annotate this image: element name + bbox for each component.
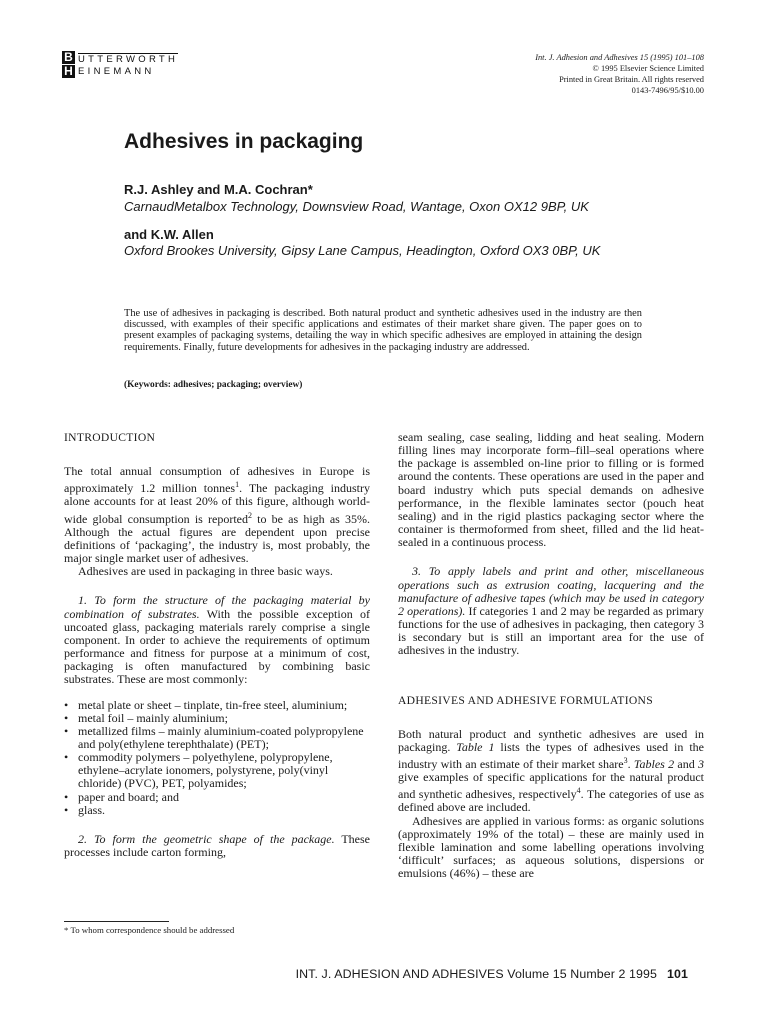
article-title: Adhesives in packaging xyxy=(124,130,364,153)
citation-ref: 2 xyxy=(247,510,252,520)
text-run: These processes include carton forming, xyxy=(64,831,370,860)
logo-initial-h: H xyxy=(62,65,75,78)
journal-reference xyxy=(444,52,704,96)
footnote: * To whom correspondence should be addressed xyxy=(64,925,235,935)
logo-word-1: UTTERWORTH xyxy=(78,54,179,65)
intro-paragraph-2: Adhesives are used in packaging in three basic ways. xyxy=(78,564,333,579)
column-left xyxy=(64,431,370,859)
list-item: • commodity polymers – polyethylene, polypropylene, ethylene–acrylate ionomers, polystyrene, poly(vinyl chloride) (PVC), PET, polyamides; xyxy=(64,751,370,790)
table-ref: Table 1 xyxy=(456,739,495,754)
right-paragraph-1: seam sealing, case sealing, lidding and heat sealing. Modern filling lines may incorporate form–fill–seal operations where the package is assembled on-line prior to filling or is formed around the contents. These operations are used in the paper and board industry which puts special demands on adhesive performance, in the flexible laminates sector (pouch heat sealing) and in the rigid plastics packaging sector where the container is thermoformed from sheet, filled and the lid heat-sealed in a continuous process. xyxy=(398,430,704,550)
affiliation-2: Oxford Brookes University, Gipsy Lane Campus, Headington, Oxford OX3 0BP, UK xyxy=(124,243,601,258)
category-3-heading: 3. To apply labels and print and other, miscellaneous operations such as extrusion coating, lacquering and the manufacture of adhesive tapes (which may be used in category 2 operations). xyxy=(398,564,704,618)
citation-ref: 1 xyxy=(235,480,240,490)
column-right xyxy=(398,431,704,880)
text-run: and xyxy=(674,756,699,771)
logo-initial-b: B xyxy=(62,51,75,64)
abstract: The use of adhesives in packaging is described. Both natural product and synthetic adhesives used in the industry are then discussed, with examples of their specific applications and estimates of their market share given. The paper goes on to present examples of packaging systems, detailing the way in which specific adhesives are employed in attaining the design requirements. Finally, future developments for adhesives in the packaging industry are addressed. xyxy=(124,308,642,353)
text-run: give examples of specific applications for the natural product and synthetic adhesives, respectively xyxy=(398,770,704,802)
affiliation-1: CarnaudMetalbox Technology, Downsview Road, Wantage, Oxon OX12 9BP, UK xyxy=(124,199,589,214)
text-run: . The categories of use as defined above are included. xyxy=(398,787,704,815)
category-1-paragraph xyxy=(64,594,370,686)
page-footer xyxy=(296,967,688,981)
citation-ref: 4 xyxy=(576,786,581,796)
issn-line: 0143-7496/95/$10.00 xyxy=(631,86,704,95)
copyright-line: © 1995 Elsevier Science Limited xyxy=(592,64,704,73)
table-ref: 3 xyxy=(698,756,705,771)
text-run: Both natural product and synthetic adhesives are used in packaging. xyxy=(398,726,704,754)
text-run: If categories 1 and 2 may be regarded as primary functions for the use of adhesives in packaging, then category 3 is secondary but is still an important area for the use of adhesives in the industry. xyxy=(398,603,704,658)
journal-citation: Int. J. Adhesion and Adhesives 15 (1995) 101–108 xyxy=(535,53,704,62)
footnote-rule xyxy=(64,921,169,922)
page-number: 101 xyxy=(667,967,688,981)
list-item: • metal foil – mainly aluminium; xyxy=(64,712,370,725)
formulations-paragraph-1 xyxy=(398,728,704,815)
authors-2: and K.W. Allen xyxy=(124,227,214,242)
printed-line: Printed in Great Britain. All rights reserved xyxy=(559,75,704,84)
list-item: • metallized films – mainly aluminium-coated polypropylene and poly(ethylene terephthalate) (PET); xyxy=(64,725,370,751)
list-item: • metal plate or sheet – tinplate, tin-free steel, aluminium; xyxy=(64,699,370,712)
formulations-paragraph-2: Adhesives are applied in various forms: as organic solutions (approximately 19% of the total) – these are mainly used in flexible lamination and some labelling operations involving ‘difficult’ surfaces; as aqueous solutions, dispersions or emulsions (46%) – these are xyxy=(398,813,704,881)
publisher-logo xyxy=(62,51,192,83)
category-3-paragraph xyxy=(398,565,704,657)
table-ref: Tables 2 xyxy=(633,756,675,771)
text-run: . xyxy=(627,756,634,771)
keywords: (Keywords: adhesives; packaging; overview) xyxy=(124,380,303,390)
category-1-heading: 1. To form the structure of the packaging material by combination of substrates. xyxy=(64,593,370,621)
intro-paragraph-1 xyxy=(64,465,370,565)
logo-word-2: EINEMANN xyxy=(78,66,155,77)
text-run: With the possible exception of uncoated glass, packaging materials rarely comprise a single component. In order to achieve the requirements of optimum performance and fitness for purpose at a minimum of cost, packaging is often manufactured by combining basic substrates. These are most commonly: xyxy=(64,606,370,687)
text-run: lists the types of adhesives used in the industry with an estimate of their market share xyxy=(398,739,704,771)
citation-ref: 3 xyxy=(623,755,628,765)
category-2-paragraph xyxy=(64,833,370,859)
substrate-list xyxy=(64,699,370,817)
footer-journal: INT. J. ADHESION AND ADHESIVES Volume 15 Number 2 1995 xyxy=(295,967,658,981)
list-item: • glass. xyxy=(64,804,370,817)
list-item: • paper and board; and xyxy=(64,791,370,804)
heading-introduction: INTRODUCTION xyxy=(64,431,156,444)
authors-1: R.J. Ashley and M.A. Cochran* xyxy=(124,182,313,197)
text-run: to be as high as 35%. Although the actual figures are dependent upon precise definitions of ‘packaging’, the industry is, most probably, the major single market user of adhesives. xyxy=(64,511,370,566)
text-run: . The packaging industry alone accounts for at least 20% of this figure, although world-wide global consumption is reported xyxy=(64,481,370,526)
text-run: The total annual consumption of adhesives in Europe is approximately 1.2 million tonnes xyxy=(64,464,370,496)
heading-adhesive-formulations: ADHESIVES AND ADHESIVE FORMULATIONS xyxy=(398,693,653,707)
category-2-heading: 2. To form the geometric shape of the package. xyxy=(78,831,335,846)
